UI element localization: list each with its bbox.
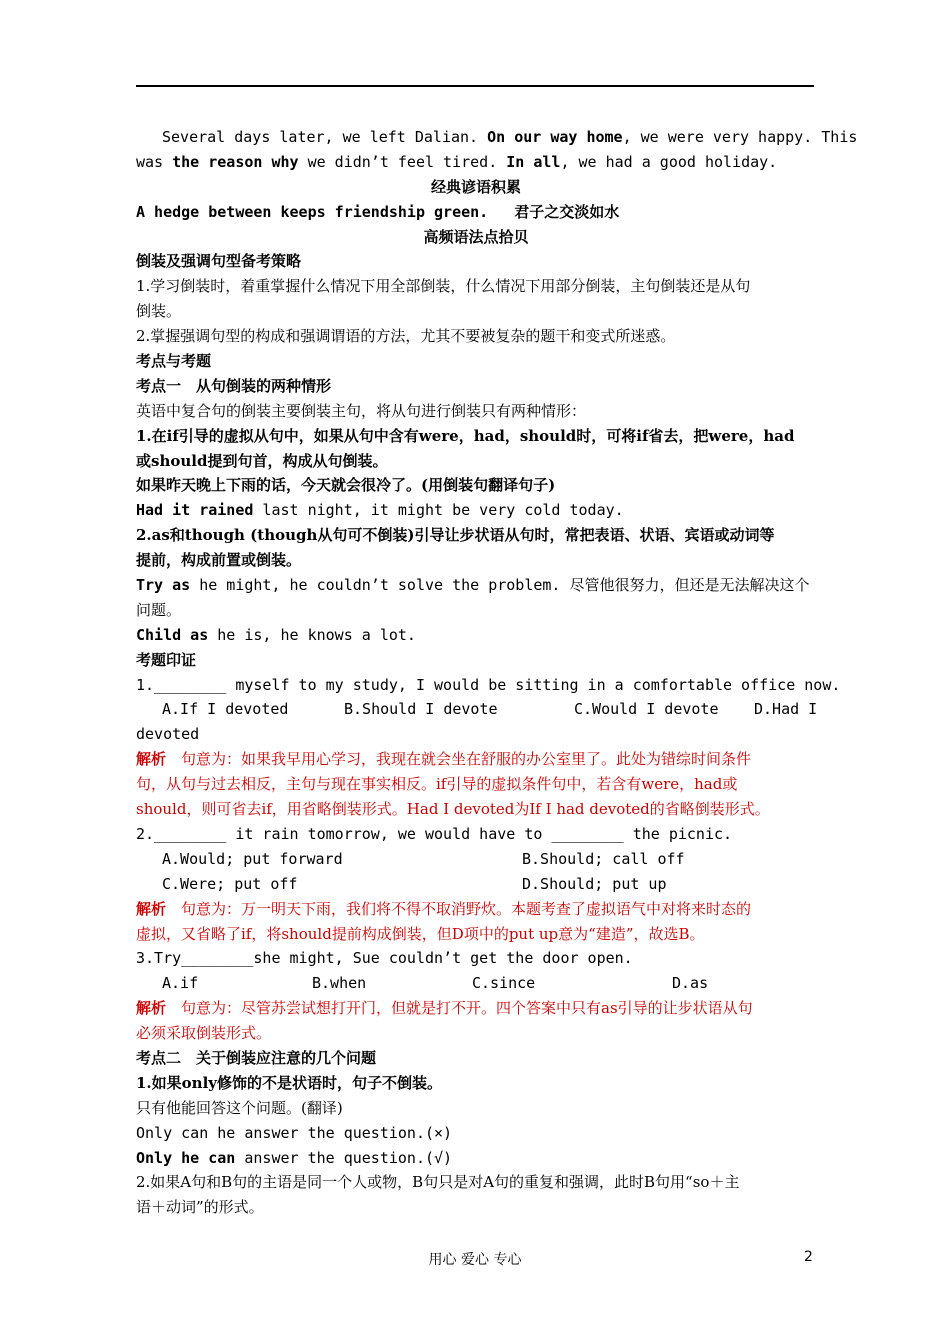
question-2: 2.________ it rain tomorrow, we would have to ________ the picnic. [136,824,733,843]
story-text: was [136,152,173,171]
example-2-bold: Child as [136,625,209,644]
proverb-chinese: 君子之交淡如水 [514,202,620,221]
footer-motto: 用心 爱心 专心 [428,1252,522,1268]
story-phrase: In all [506,152,561,171]
option-b: B.Should I devote [344,700,498,719]
story-phrase: the reason why [172,152,299,171]
option-a: A.If I devoted [162,700,289,719]
rule1-answer [136,498,816,523]
example-2-rest: he is, he knows a lot. [208,625,416,644]
verify-title: 考题印证 [136,650,197,669]
story-line-1 [136,125,858,150]
option-a: A.if [162,974,199,993]
strategy-2: 2.掌握强调句型的构成和强调谓语的方法，尤其不要被复杂的题干和变式所迷惑。 [136,327,676,346]
story-text: we didn’t feel tired. [298,152,507,171]
question-2-options-row-1 [136,847,816,872]
analysis-3-line-1 [136,996,816,1021]
rule1-line-2: 或should提到句首，构成从句倒装。 [136,451,388,470]
question-1-options [136,697,816,722]
point2-rule-2-line-2: 语＋动词”的形式。 [136,1198,264,1217]
analysis-1-line-2: 句，从句与过去相反，主句与现在事实相反。if引导的虚拟条件句中，若含有were，had或 [136,775,738,794]
page-number: 2 [804,1249,813,1265]
analysis-2-line-1 [136,897,816,922]
analysis-label: 解析 [136,999,167,1018]
point2-right [136,1146,816,1171]
option-a: A.Would; put forward [162,849,343,868]
analysis-2-line-2: 虚拟，又省略了if，将should提前构成倒装，但D项中的put up意为“建造”，故选B。 [136,924,705,943]
analysis-text: 句意为：如果我早用心学习，我现在就会坐在舒服的办公室里了。此处为错综时间条件 [166,750,752,769]
option-c: C.Would I devote [574,700,719,719]
header-rule [136,85,814,87]
point2-title: 考点二 关于倒装应注意的几个问题 [136,1048,377,1067]
strategy-1-line-1: 1.学习倒装时，着重掌握什么情况下用全部倒装，什么情况下用部分倒装，主句倒装还是从句 [136,277,751,296]
proverb-line [136,200,816,225]
question-2-options-row-2 [136,872,816,897]
page-content [136,125,858,1220]
exam-title: 考点与考题 [136,352,212,371]
question-3: 3.Try________she might, Sue couldn’t get the door open. [136,949,633,968]
rule1-line-1: 1.在if引导的虚拟从句中，如果从句中含有were，had，should时，可将if省去，把were，had [136,426,795,445]
option-b: B.when [312,974,367,993]
option-d: D.as [672,974,709,993]
story-text: , we were very happy. This [622,128,858,146]
proverb-heading: 经典谚语积累 [430,177,521,196]
option-d: D.Should; put up [522,874,667,893]
analysis-label: 解析 [136,750,167,769]
story-phrase: On our way home [487,128,623,146]
option-c: C.since [472,974,536,993]
example-1-rest: he might, he couldn’t solve the problem. 尽管他很努力，但还是无法解决这个 [190,576,810,595]
option-d: D.Had I [754,700,818,719]
story-line-2 [136,150,816,175]
proverb-english: A hedge between keeps friendship green. [136,202,489,221]
story-text: Several days later, we left Dalian. [162,128,488,146]
rule2-line-2: 提前，构成前置或倒装。 [136,551,302,570]
example-1 [136,573,816,598]
example-1-cont: 问题。 [136,600,182,619]
point1-intro: 英语中复合句的倒装主要倒装主句，将从句进行倒装只有两种情形： [136,401,587,420]
analysis-text: 句意为：万一明天下雨，我们将不得不取消野炊。本题考查了虚拟语气中对将来时态的 [166,899,752,918]
rule1-answer-bold: Had it rained [136,501,254,520]
story-text: , we had a good holiday. [560,152,778,171]
analysis-label: 解析 [136,899,167,918]
option-c: C.Were; put off [162,874,298,893]
point2-right-rest: answer the question.(√) [235,1148,453,1167]
analysis-text: 句意为：尽管苏尝试想打开门，但就是打不开。四个答案中只有as引导的让步状语从句 [166,999,753,1018]
grammar-heading: 高频语法点拾贝 [423,227,529,246]
example-2 [136,623,816,648]
point1-title: 考点一 从句倒装的两种情形 [136,376,332,395]
point2-rule-2-line-1: 2.如果A句和B句的主语是同一个人或物，B句只是对A句的重复和强调，此时B句用“so＋主 [136,1173,740,1192]
rule2-line-1: 2.as和though (though从句可不倒装)引导让步状语从句时，常把表语、状语、宾语或动词等 [136,526,775,545]
rule1-task: 如果昨天晚上下雨的话，今天就会很冷了。(用倒装句翻译句子) [136,476,556,495]
analysis-3-line-2: 必须采取倒装形式。 [136,1024,272,1043]
example-1-bold: Try as [136,576,191,595]
rule1-answer-rest: last night, it might be very cold today. [253,501,624,520]
point2-rule-1: 1.如果only修饰的不是状语时，句子不倒装。 [136,1073,442,1092]
point2-right-bold: Only he can [136,1148,236,1167]
question-1: 1.________ myself to my study, I would be sitting in a comfortable office now. [136,675,841,694]
analysis-1-line-3: should，则可省去if，用省略倒装形式。Had I devoted为If I had devoted的省略倒装形式。 [136,800,770,819]
analysis-1-line-1 [136,747,816,772]
point2-task: 只有他能回答这个问题。(翻译) [136,1098,343,1117]
point2-wrong: Only can he answer the question.(×) [136,1123,453,1142]
option-b: B.Should; call off [522,849,685,868]
strategy-1-line-2: 倒装。 [136,302,182,321]
question-1-options-cont: devoted [136,725,200,744]
strategy-title: 倒装及强调句型备考策略 [136,252,302,271]
question-3-options [136,971,816,996]
